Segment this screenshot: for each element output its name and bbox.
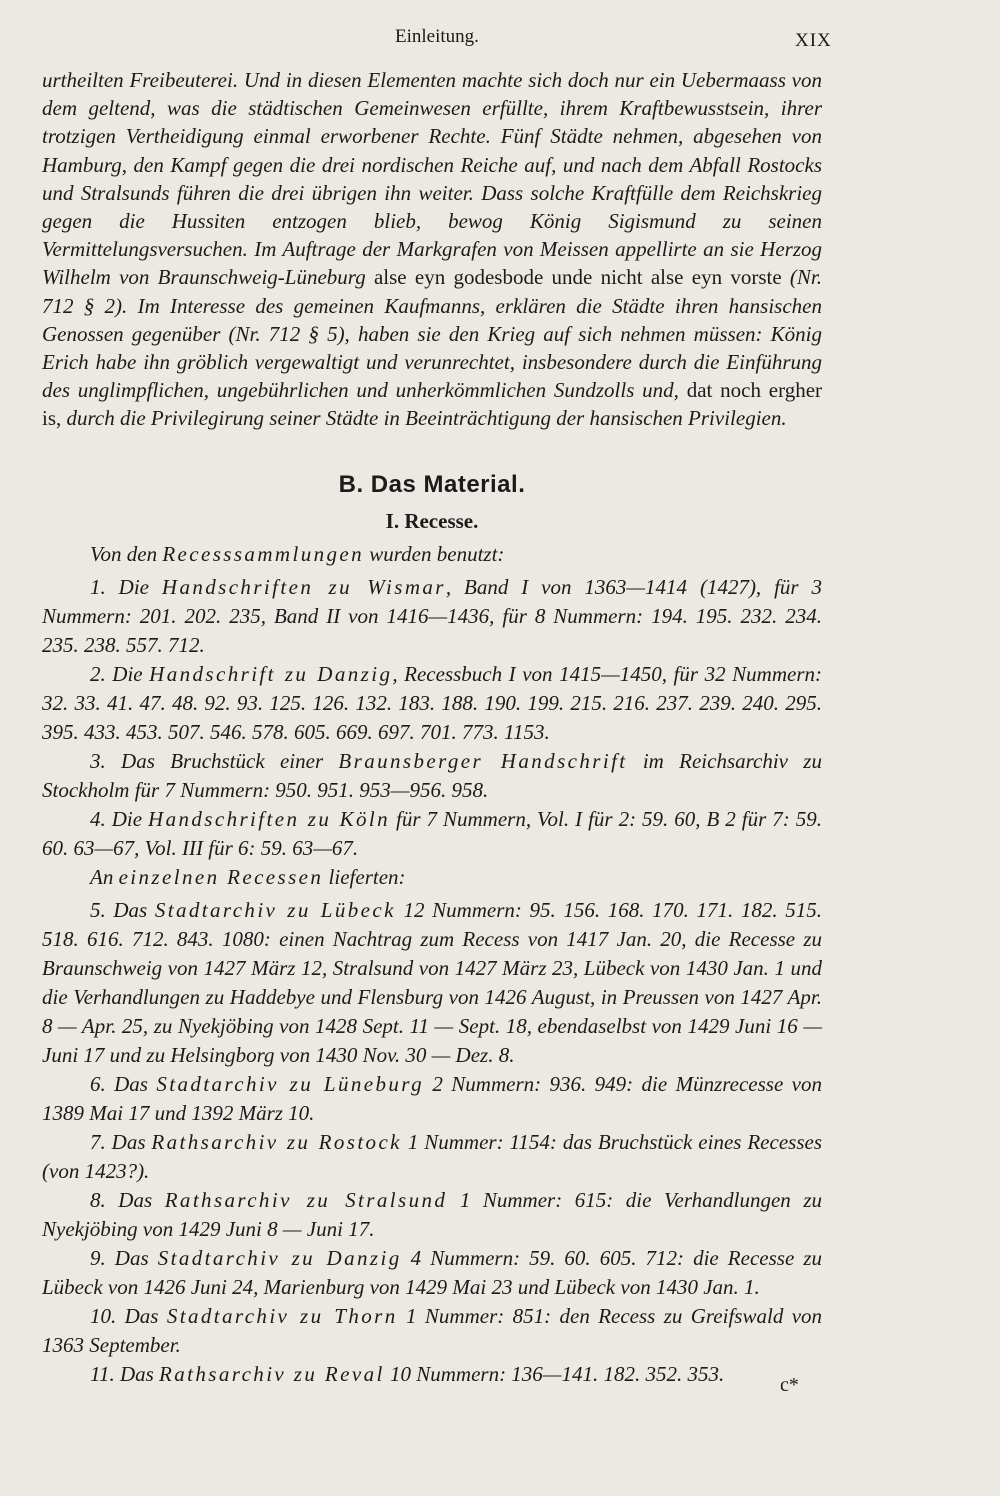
list-item bbox=[42, 573, 822, 660]
item-details: 4 Nummern: 59. 60. 605. 712: die Recesse zu Lübeck von 1426 Juni 24, Marienburg von 1429 Mai 23 und Lübeck von 1430 Jan. 1. bbox=[42, 1245, 822, 1299]
collections-lead: Von den Recesssammlungen wurden benutzt: bbox=[90, 541, 505, 566]
page-number: XIX bbox=[795, 30, 832, 51]
single-recesses-list bbox=[42, 896, 822, 1389]
item-details: 1 Nummer: 851: den Recess zu Greifswald von 1363 September. bbox=[42, 1303, 823, 1357]
item-number: 10. bbox=[90, 1303, 117, 1328]
item-details: im Reichsarchiv zu Stockholm für 7 Nummern: 950. 951. 953—956. 958. bbox=[42, 748, 822, 802]
item-archive-name: Rathsarchiv zu Rostock bbox=[151, 1129, 402, 1154]
item-text: Die bbox=[105, 661, 150, 686]
item-details: , Recessbuch I von 1415—1450, für 32 Nummern: 32. 33. 41. 47. 48. 92. 93. 125. 126. 132. 183. 188. 190. 199. 215. 216. 237. 239. 240. 295. 395. 433. 453. 507. 546. 578. 605. 669. 697. 701. 773. 1153. bbox=[42, 661, 822, 744]
collections-list bbox=[42, 573, 822, 863]
item-text: Das bbox=[114, 1361, 160, 1386]
intro-citation-1: (Nr. 712 § 2). bbox=[42, 265, 823, 318]
item-number: 4. bbox=[90, 806, 106, 831]
item-archive-name: Rathsarchiv zu Reval bbox=[159, 1361, 385, 1386]
subsection-heading: I. Recesse. bbox=[385, 508, 479, 533]
intro-text-3: durch die Privilegirung seiner Städte in Beeinträchtigung der hansischen Privilegien. bbox=[66, 406, 787, 431]
page-body bbox=[42, 66, 822, 1389]
list-item bbox=[42, 805, 822, 863]
item-archive-name: Rathsarchiv zu Stralsund bbox=[164, 1187, 448, 1212]
signature-mark: c* bbox=[780, 1374, 799, 1396]
item-details: , Band I von 1363—1414 (1427), für 3 Nummern: 201. 202. 235, Band II von 1416—1436, für 8 Nummern: 194. 195. 232. 234. 235. 238. 557. 712. bbox=[42, 574, 822, 657]
list-item bbox=[42, 896, 822, 1070]
item-number: 1. bbox=[90, 574, 106, 599]
item-details: 10 Nummern: 136—141. 182. 352. 353. bbox=[384, 1361, 725, 1386]
list-item bbox=[42, 1244, 822, 1302]
item-text: Das bbox=[105, 1129, 152, 1154]
item-text: Das Bruchstück einer bbox=[105, 748, 339, 773]
item-number: 6. bbox=[90, 1071, 106, 1096]
item-text: Die bbox=[105, 806, 149, 831]
list-item bbox=[42, 660, 822, 747]
list-item bbox=[42, 747, 822, 805]
item-archive-name: Handschriften zu Köln bbox=[148, 806, 391, 831]
item-archive-name: Stadtarchiv zu Danzig bbox=[157, 1245, 402, 1270]
item-text: Das bbox=[116, 1303, 167, 1328]
item-number: 9. bbox=[90, 1245, 106, 1270]
list-item bbox=[42, 1128, 822, 1186]
item-archive-name: Stadtarchiv zu Thorn bbox=[166, 1303, 398, 1328]
list-item bbox=[42, 1186, 822, 1244]
intro-quote-1: alse eyn godesbode unde nicht alse eyn vorste bbox=[373, 265, 782, 290]
item-text: Das bbox=[105, 1245, 158, 1270]
item-text: Das bbox=[105, 1187, 165, 1212]
item-details: 1 Nummer: 615: die Verhandlungen zu Nyekjöbing von 1429 Juni 8 — Juni 17. bbox=[42, 1187, 822, 1241]
intro-text-2: Im Interesse des gemeinen Kaufmanns, erklären die Städte ihren hansischen Genossen gegenüber (Nr. 712 § 5), haben sie den Krieg auf sich nehmen müssen: König Erich habe ihn gröblich vergewaltigt und verunrechtet, insbesondere durch die Einführung des unglimpflichen, ungebührlichen und unherkömmlichen Sundzolls und, bbox=[42, 293, 822, 403]
item-number: 11. bbox=[90, 1361, 115, 1386]
intro-text-1: urtheilten Freibeuterei. Und in diesen Elementen machte sich doch nur ein Uebermaass von dem geltend, was die städtischen Gemeinwesen erfüllte, ihrem Kraftbewusstsein, ihrer trotzigen Vertheidigung einmal erworbener Rechte. Fünf Städte nehmen, abgesehen von Hamburg, den Kampf gegen die drei nordischen Reiche auf, und nach dem Abfall Rostocks und Stralsunds führen die drei übrigen ihn weiter. Dass solche Kraftfülle dem Reichskrieg gegen die Hussiten entzogen blieb, bewog König Sigismund zu seinen Vermittelungsversuchen. Im Auftrage der Markgrafen von Meissen appellirte an sie Herzog Wilhelm von Braunschweig-Lüneburg bbox=[42, 68, 822, 290]
item-number: 8. bbox=[90, 1187, 106, 1212]
item-text: Das bbox=[105, 897, 155, 922]
intro-paragraph bbox=[42, 66, 822, 433]
list-item bbox=[42, 1070, 822, 1128]
item-number: 2. bbox=[90, 661, 106, 686]
running-title: Einleitung. bbox=[395, 26, 479, 47]
section-heading: B. Das Material. bbox=[338, 470, 526, 498]
item-number: 3. bbox=[90, 748, 106, 773]
item-archive-name: Handschriften zu Wismar bbox=[161, 574, 446, 599]
item-archive-name: Stadtarchiv zu Lübeck bbox=[154, 897, 396, 922]
item-text: Die bbox=[105, 574, 162, 599]
list-item bbox=[42, 1360, 822, 1389]
item-text: Das bbox=[105, 1071, 157, 1096]
single-recesses-lead: An einzelnen Recessen lieferten: bbox=[90, 864, 406, 889]
item-details: 12 Nummern: 95. 156. 168. 170. 171. 182. 515. 518. 616. 712. 843. 1080: einen Nachtrag zum Recess von 1417 Jan. 20, die Recesse zu Braunschweig von 1427 März 12, Stralsund von 1427 März 23, Lübeck von 1430 Jan. 1 und die Verhandlungen zu Haddebye und Flensburg von 1426 August, in Preussen von 1427 Apr. 8 — Apr. 25, zu Nyekjöbing von 1428 Sept. 11 — Sept. 18, ebendaselbst von 1429 Juni 16 — Juni 17 und zu Helsingborg von 1430 Nov. 30 — Dez. 8. bbox=[42, 897, 822, 1067]
item-number: 5. bbox=[90, 897, 106, 922]
item-details: für 7 Nummern, Vol. I für 2: 59. 60, B 2 für 7: 59. 60. 63—67, Vol. III für 6: 59. 63—67. bbox=[42, 806, 822, 860]
item-archive-name: Handschrift zu Danzig bbox=[149, 661, 393, 686]
page-header bbox=[0, 26, 1000, 56]
item-details: 1 Nummer: 1154: das Bruchstück eines Recesses (von 1423?). bbox=[42, 1129, 822, 1183]
item-number: 7. bbox=[90, 1129, 106, 1154]
item-archive-name: Stadtarchiv zu Lüneburg bbox=[156, 1071, 424, 1096]
intro-quote-2: dat noch ergher is, bbox=[42, 378, 823, 431]
item-details: 2 Nummern: 936. 949: die Münzrecesse von 1389 Mai 17 und 1392 März 10. bbox=[42, 1071, 823, 1125]
list-item bbox=[42, 1302, 822, 1360]
item-archive-name: Braunsberger Handschrift bbox=[338, 748, 628, 773]
